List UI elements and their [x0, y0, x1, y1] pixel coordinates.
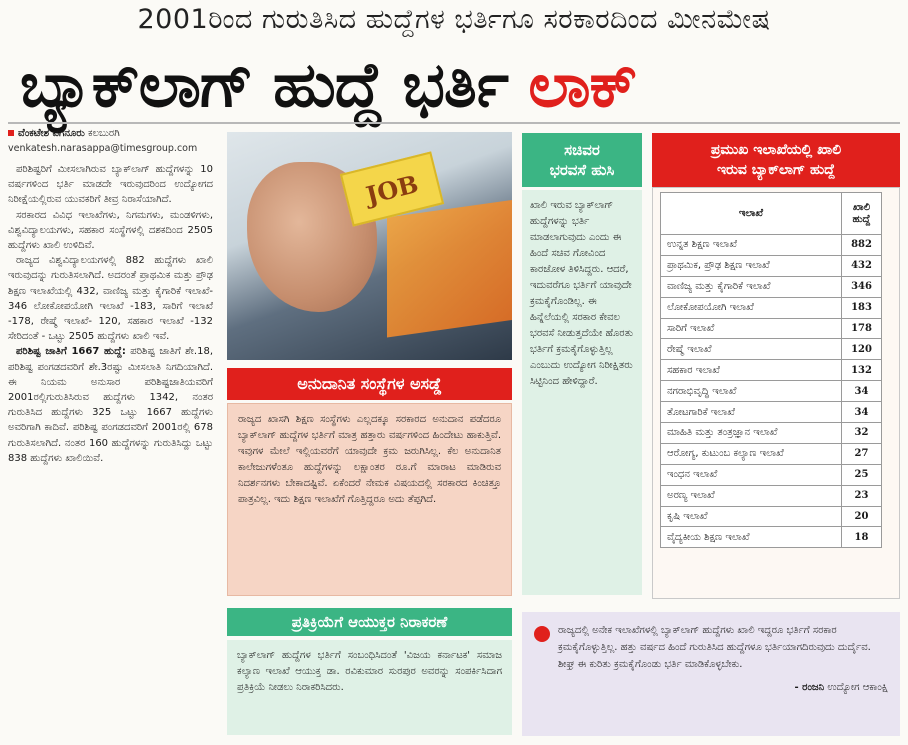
dept-cell: ಉನ್ನತ ಶಿಕ್ಷಣ ಇಲಾಖೆ: [661, 235, 842, 256]
dept-cell: ಆರೋಗ್ಯ, ಕುಟುಂಬ ಕಲ್ಯಾಣ ಇಲಾಖೆ: [661, 443, 842, 464]
count-cell: 432: [842, 255, 882, 276]
count-cell: 183: [842, 297, 882, 318]
quote-box: [522, 612, 900, 736]
anudana-body: ರಾಜ್ಯದ ಖಾಸಗಿ ಶಿಕ್ಷಣ ಸಂಸ್ಥೆಗಳು ಎಲ್ಲದಕ್ಕೂ ಸರಕಾರದ ಅನುದಾನ ಪಡೆದರೂ ಬ್ಯಾಕ್‌ಲಾಗ್ ಹುದ್ದೆಗಳ ಭರ್ತಿಗೆ ಮಾತ್ರ ಹತ್ತಾರು ವರ್ಷಗಳಿಂದ ಹಿಂದೇಟು ಹಾಕುತ್ತಿವೆ. ಇವುಗಳ ಮೇಲೆ ಇಲ್ಲಿಯವರೆಗೆ ಯಾವುದೇ ಕ್ರಮ ಜರುಗಿಸಿಲ್ಲ. ಕೆಲ ಅನುದಾನಿತ ಕಾಲೇಜುಗಳೆಂತೂ ಹುದ್ದೆಗಳನ್ನು ಲಕ್ಷಾಂತರ ರೂ.ಗೆ ಮಾರಾಟ ಮಾಡಿರುವ ನಿದರ್ಶನಗಳು ಬೇಕಾದಷ್ಟಿವೆ. ಏಕೆಂದರೆ ನೇಮಕ ವಿಷಯದಲ್ಲಿ ಸರಕಾರದ ಕಿಂಚಿತ್ತೂ ಪಾತ್ರವಿಲ್ಲ. ಇದು ಶಿಕ್ಷಣ ಇಲಾಖೆಗೆ ಗೊತ್ತಿದ್ದರೂ ಅದು ತೆಪ್ಪಗಿದೆ.: [227, 403, 512, 596]
count-cell: 346: [842, 276, 882, 297]
sachivara-heading: [522, 133, 642, 187]
kicker-line: 2001ರಿಂದ ಗುರುತಿಸಿದ ಹುದ್ದೆಗಳ ಭರ್ತಿಗೂ ಸರಕಾರದಿಂದ ಮೀನಮೇಷ: [137, 4, 771, 35]
dept-cell: ವೈದ್ಯಕೀಯ ಶಿಕ್ಷಣ ಇಲಾಖೆ: [661, 527, 842, 548]
col-count-header: [842, 193, 882, 235]
author-name: ವೆಂಕಟೇಶ ವಗನೂರು: [18, 128, 85, 139]
quote-author-role: ಉದ್ಯೋಗ ಆಕಾಂಕ್ಷಿ: [827, 682, 888, 693]
table-body: [661, 235, 882, 548]
dept-cell: ನಗರಾಭಿವೃದ್ಧಿ ಇಲಾಖೆ: [661, 381, 842, 402]
dept-cell: ವಾಣಿಜ್ಯ ಮತ್ತು ಕೈಗಾರಿಕೆ ಇಲಾಖೆ: [661, 276, 842, 297]
col-count-header-1: ಖಾಲಿ: [852, 201, 871, 213]
job-card: JOB: [340, 151, 444, 226]
dept-cell: ಇಂಧನ ಇಲಾಖೆ: [661, 464, 842, 485]
table-row: [661, 506, 882, 527]
table-row: [661, 318, 882, 339]
count-cell: 132: [842, 360, 882, 381]
table-header-row: [661, 193, 882, 235]
article-paragraph: ರಾಜ್ಯದ ವಿಶ್ವವಿದ್ಯಾಲಯಗಳಲ್ಲಿ 882 ಹುದ್ದೆಗಳು ಖಾಲಿ ಇರುವುದನ್ನು ಗುರುತಿಸಲಾಗಿದೆ. ಅದರಂತೆ ಪ್ರಾಥಮಿಕ ಮತ್ತು ಪ್ರೌಢ ಶಿಕ್ಷಣ ಇಲಾಖೆಯಲ್ಲಿ 432, ವಾಣಿಜ್ಯ ಮತ್ತು ಕೈಗಾರಿಕೆ ಇಲಾಖೆ- 346 ಲೋಕೋಪಯೋಗಿ ಇಲಾಖೆ -183, ಸಾರಿಗೆ ಇಲಾಖೆ -178, ರೇಷ್ಮೆ ಇಲಾಖೆ- 120, ಸಹಕಾರ ಇಲಾಖೆ -132 ಸೇರಿದಂತೆ - ಒಟ್ಟು 2505 ಹುದ್ದೆಗಳು ಖಾಲಿ ಇವೆ.: [8, 255, 213, 343]
count-cell: 23: [842, 485, 882, 506]
vacancy-table: [660, 192, 882, 548]
count-cell: 18: [842, 527, 882, 548]
table-row: [661, 423, 882, 444]
article-paragraph: ಪರಿಶಿಷ್ಟರಿಗೆ ಮೀಸಲಾಗಿರುವ ಬ್ಯಾಕ್‌ಲಾಗ್ ಹುದ್ದೆಗಳನ್ನು 10 ವರ್ಷಗಳಿಂದ ಭರ್ತಿ ಮಾಡದೇ ಇರುವುದರಿಂದ ಉದ್ಯೋಗದ ನಿರೀಕ್ಷೆಯಲ್ಲಿರುವ ಯುವಕರಿಗೆ ತೀವ್ರ ನಿರಾಸೆಯಾಗಿದೆ.: [8, 164, 213, 206]
author-place: ಕಲಬುರಗಿ: [87, 128, 120, 139]
table-row: [661, 276, 882, 297]
table-row: [661, 235, 882, 256]
table-row: [661, 339, 882, 360]
dept-cell: ಸಹಕಾರ ಇಲಾಖೆ: [661, 360, 842, 381]
quote-author: [558, 679, 888, 696]
dept-cell: ಕೃಷಿ ಇಲಾಖೆ: [661, 506, 842, 527]
quote-text: ರಾಜ್ಯದಲ್ಲಿ ಅನೇಕ ಇಲಾಖೆಗಳಲ್ಲಿ ಬ್ಯಾಕ್‌ಲಾಗ್ ಹುದ್ದೆಗಳು ಖಾಲಿ ಇದ್ದರೂ ಭರ್ತಿಗೆ ಸರಕಾರ ಕ್ರಮಕೈಗೊಳ್ಳುತ್ತಿಲ್ಲ. ಹತ್ತು ವರ್ಷದ ಹಿಂದೆ ಗುರುತಿಸಿದ ಹುದ್ದೆಗಳೂ ಭರ್ತಿಯಾಗದಿರುವುದು ದುರ್ದೈವ. ಶೀಘ್ರ ಈ ಕುರಿತು ಕ್ರಮಕೈಗೊಂಡು ಭರ್ತಿ ಮಾಡಿಕೊಳ್ಳಬೇಕು.: [558, 625, 871, 670]
table-row: [661, 464, 882, 485]
table-row: [661, 527, 882, 548]
byline: [8, 128, 213, 154]
dept-cell: ಅರಣ್ಯ ಇಲಾಖೆ: [661, 485, 842, 506]
article-paragraph: ಸರಕಾರದ ವಿವಿಧ ಇಲಾಖೆಗಳು, ನಿಗಮಗಳು, ಮಂಡಳಿಗಳು, ವಿಶ್ವವಿದ್ಯಾಲಯಗಳು, ಸಹಕಾರ ಸಂಸ್ಥೆಗಳಲ್ಲಿ ದಶಕದಿಂದ 2505 ಹುದ್ದೆಗಳು ಖಾಲಿ ಉಳಿದಿವೆ.: [8, 209, 213, 252]
count-cell: 34: [842, 402, 882, 423]
article-paragraph: [8, 344, 213, 466]
table-row: [661, 443, 882, 464]
pratikriye-heading: ಪ್ರತಿಕ್ರಿಯೆಗೆ ಆಯುಕ್ತರ ನಿರಾಕರಣೆ: [227, 608, 512, 636]
sachivara-heading-line1: ಸಚಿವರ: [564, 141, 600, 159]
table-row: [661, 297, 882, 318]
article-text: ಪರಿಶಿಷ್ಟ ಜಾತಿಗೆ ಶೇ.18, ಪರಿಶಿಷ್ಟ ಪಂಗಡದವರಿಗೆ ಶೇ.3ರಷ್ಟು ಮೀಸಲಾತಿ ನಿಗದಿಯಾಗಿದೆ. ಈ ನಿಯಮ ಅನುಸಾರ ಪರಿಶಿಷ್ಟಜಾತಿಯವರಿಗೆ 2001ರಲ್ಲಿಗುರುತಿಸಿರುವ ಹುದ್ದೆಗಳು 1342, ನಂತರ ಗುರುತಿಸಿದ ಹುದ್ದೆಗಳು 325 ಒಟ್ಟು 1667 ಹುದ್ದೆಗಳು ಅವರಿಗಾಗಿ ಕಾದಿವೆ. ಪರಿಶಿಷ್ಟ ಪಂಗಡದವರಿಗೆ 2001ರಲ್ಲಿ 678 ಗುರುತಿಸಲಾಗಿದೆ. ನಂತರ 160 ಹುದ್ದೆಗಳನ್ನು ಗುರುತಿಸಿದ್ದು ಒಟ್ಟು 838 ಹುದ್ದೆಗಳು ಖಾಲಿಯಿವೆ.: [8, 346, 213, 464]
quote-icon: [534, 626, 550, 642]
divider: [8, 122, 900, 124]
headline: [20, 48, 900, 122]
bullet-icon: [8, 130, 14, 136]
count-cell: 120: [842, 339, 882, 360]
pratikriye-body: ಬ್ಯಾಕ್‌ಲಾಗ್ ಹುದ್ದೆಗಳ ಭರ್ತಿಗೆ ಸಂಬಂಧಿಸಿದಂತೆ 'ವಿಜಯ ಕರ್ನಾಟಕ' ಸಮಾಜ ಕಲ್ಯಾಣ ಇಲಾಖೆ ಆಯುಕ್ತ ಡಾ. ರವಿಕುಮಾರ ಸುರಪುರ ಅವರನ್ನು ಸಂಪರ್ಕಿಸಿದಾಗ ಪ್ರತಿಕ್ರಿಯೆ ನೀಡಲು ನಿರಾಕರಿಸಿದರು.: [227, 640, 512, 735]
dept-cell: ಪ್ರಾಥಮಿಕ, ಪ್ರೌಢ ಶಿಕ್ಷಣ ಇಲಾಖೆ: [661, 255, 842, 276]
sachivara-heading-line2: ಭರವಸೆ ಹುಸಿ: [549, 161, 615, 179]
quote-author-name: - ರಂಜನಿ: [794, 682, 825, 693]
job-photo: [227, 132, 512, 360]
table-row: [661, 255, 882, 276]
col-dept-header: ಇಲಾಖೆ: [661, 193, 842, 235]
count-cell: 34: [842, 381, 882, 402]
author-email[interactable]: venkatesh.narasappa@timesgroup.com: [8, 143, 198, 154]
table-row: [661, 381, 882, 402]
dept-cell: ಸಾರಿಗೆ ಇಲಾಖೆ: [661, 318, 842, 339]
count-cell: 25: [842, 464, 882, 485]
col-count-header-2: ಹುದ್ದೆ: [852, 213, 871, 225]
table-heading: [652, 133, 900, 187]
table-row: [661, 485, 882, 506]
headline-main: ಬ್ಯಾಕ್‌ಲಾಗ್ ಹುದ್ದೆ ಭರ್ತಿ: [20, 48, 508, 121]
count-cell: 20: [842, 506, 882, 527]
table-heading-line1: ಪ್ರಮುಖ ಇಲಾಖೆಯಲ್ಲಿ ಖಾಲಿ: [710, 142, 842, 158]
subhead: ಪರಿಶಿಷ್ಟ ಜಾತಿಗೆ 1667 ಹುದ್ದೆ:: [16, 346, 126, 358]
dept-cell: ಲೋಕೋಪಯೋಗಿ ಇಲಾಖೆ: [661, 297, 842, 318]
table-heading-line2: ಇರುವ ಬ್ಯಾಕ್‌ಲಾಗ್ ಹುದ್ದೆ: [716, 162, 836, 178]
headline-red: ಲಾಕ್: [528, 48, 637, 121]
dept-cell: ರೇಷ್ಮೆ ಇಲಾಖೆ: [661, 339, 842, 360]
table-row: [661, 360, 882, 381]
count-cell: 882: [842, 235, 882, 256]
table-row: [661, 402, 882, 423]
anudana-heading: ಅನುದಾನಿತ ಸಂಸ್ಥೆಗಳ ಅಸಡ್ಡೆ: [227, 368, 512, 400]
count-cell: 178: [842, 318, 882, 339]
main-article: [8, 162, 213, 466]
dept-cell: ಮಾಹಿತಿ ಮತ್ತು ತಂತ್ರಜ್ಞಾನ ಇಲಾಖೆ: [661, 423, 842, 444]
dept-cell: ತೋಟಗಾರಿಕೆ ಇಲಾಖೆ: [661, 402, 842, 423]
count-cell: 32: [842, 423, 882, 444]
laptop-screen: [387, 196, 512, 337]
sachivara-body: ಖಾಲಿ ಇರುವ ಬ್ಯಾಕ್‌ಲಾಗ್ ಹುದ್ದೆಗಳನ್ನು ಭರ್ತಿ ಮಾಡಲಾಗುವುದು ಎಂದು ಈ ಹಿಂದೆ ಸಚಿವ ಗೋವಿಂದ ಕಾರಜೋಳ ತಿಳಿಸಿದ್ದರು. ಆದರೆ, ಇದುವರೆಗೂ ಭರ್ತಿಗೆ ಯಾವುದೇ ಕ್ರಮಕೈಗೊಂಡಿಲ್ಲ. ಈ ಹಿನ್ನೆಲೆಯಲ್ಲಿ ಸರಕಾರ ಕೇವಲ ಭರವಸೆ ನೀಡುತ್ತದೆಯೇ ಹೊರತು ಭರ್ತಿಗೆ ಕ್ರಮಕೈಗೊಳ್ಳುತ್ತಿಲ್ಲ ಎಂಬುದು ಉದ್ಯೋಗ ನಿರೀಕ್ಷಿತರು ಸಿಟ್ಟಿನಿಂದ ಹೇಳಿದ್ದಾರೆ.: [522, 190, 642, 595]
count-cell: 27: [842, 443, 882, 464]
